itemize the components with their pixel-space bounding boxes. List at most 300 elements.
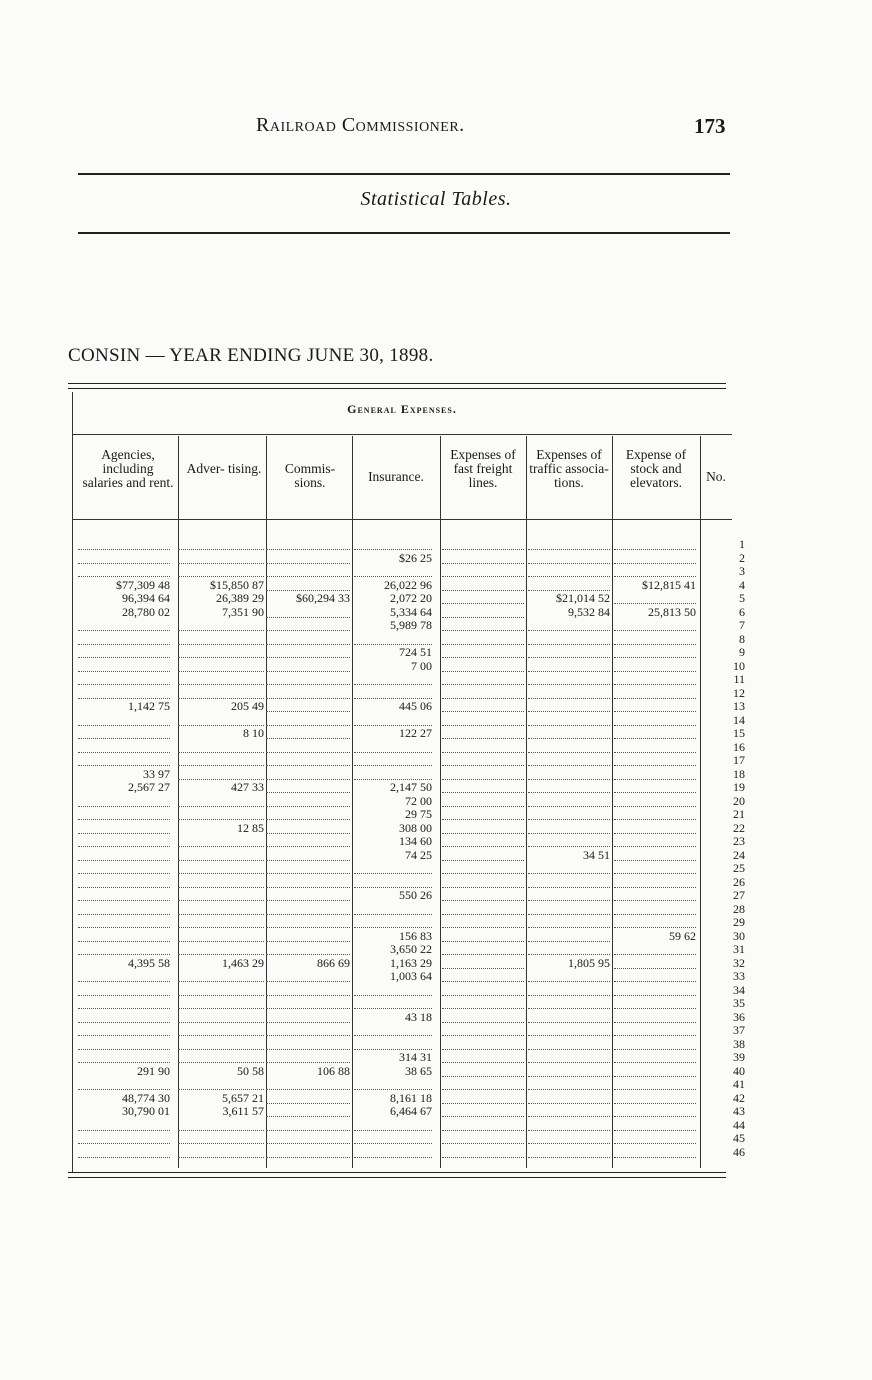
cell-advertising: 50 58 [237,1063,264,1078]
cell-fast-freight [442,538,524,550]
cell-stock [614,565,696,577]
cell-stock [614,835,696,847]
cell-insurance: 550 26 [399,888,432,902]
row-number: 29 [733,915,745,929]
cell-agencies [78,754,170,766]
cell-insurance [354,916,432,928]
cell-fast-freight [442,1146,524,1158]
cell-fast-freight [442,1119,524,1131]
cell-stock [614,822,696,834]
col-header-stock: Expense of stock and elevators. [625,447,687,490]
row-number: 23 [733,834,745,848]
cell-agencies [78,1024,170,1036]
cell-agencies [78,538,170,550]
cell-commissions [266,552,350,564]
cell-commissions [266,849,350,861]
cell-agencies [78,1132,170,1144]
row-number: 44 [733,1117,745,1132]
cell-advertising [178,997,264,1009]
cell-stock [614,687,696,699]
cell-traffic [528,673,610,685]
cell-commissions [266,835,350,847]
cell-traffic [528,1132,610,1144]
cell-fast-freight [442,1078,524,1090]
cell-insurance [354,1024,432,1036]
col-header-fast-freight: Expenses of fast freight lines. [450,447,516,490]
cell-traffic [528,862,610,874]
row-number: 3 [739,564,745,578]
cell-agencies: 30,790 01 [122,1104,170,1118]
cell-stock [614,781,696,793]
cell-traffic [528,1024,610,1036]
cell-commissions: $60,294 33 [296,591,350,605]
cell-advertising [178,1038,264,1050]
cell-advertising: 205 49 [231,699,264,713]
cell-stock [614,552,696,564]
cell-advertising [178,808,264,820]
cell-stock [614,741,696,753]
cell-fast-freight [442,565,524,577]
row-number: 26 [733,874,745,889]
cell-commissions [266,970,350,982]
cell-stock [614,970,696,982]
cell-advertising [178,1011,264,1023]
page-header [0,114,872,142]
cell-insurance [354,903,432,915]
cell-traffic [528,916,610,928]
cell-fast-freight [442,754,524,766]
cell-commissions [266,606,350,618]
cell-traffic [528,795,610,807]
cell-fast-freight [442,1011,524,1023]
column-divider [700,436,701,1168]
cell-stock [614,714,696,726]
cell-agencies [78,808,170,820]
cell-insurance [354,633,432,645]
cell-agencies [78,660,170,672]
cell-traffic: 9,532 84 [568,604,610,619]
cell-traffic [528,538,610,550]
column-divider [352,436,353,1168]
cell-insurance [354,565,432,577]
cell-insurance: 1,163 29 [390,955,432,970]
cell-insurance: 8,161 18 [390,1090,432,1105]
cell-agencies [78,565,170,577]
cell-agencies [78,1078,170,1090]
cell-advertising [178,970,264,982]
cell-stock: 25,813 50 [648,604,696,619]
cell-insurance [354,1132,432,1144]
cell-stock [614,903,696,915]
row-number: 35 [733,996,745,1010]
cell-traffic [528,808,610,820]
cell-insurance [354,768,432,780]
cell-stock [614,700,696,712]
row-number: 1 [739,537,745,551]
cell-agencies [78,903,170,915]
cell-advertising: 5,657 21 [222,1090,264,1105]
cell-advertising [178,1024,264,1036]
cell-stock [614,1038,696,1050]
cell-insurance [354,754,432,766]
row-number: 10 [733,658,745,673]
row-number: 9 [739,645,745,659]
cell-stock [614,1078,696,1090]
cell-commissions [266,1119,350,1131]
cell-traffic [528,835,610,847]
row-number: 20 [733,793,745,808]
col-header-advertising: Adver- tising. [186,461,262,476]
cell-advertising [178,1119,264,1131]
cell-insurance: $26 25 [399,550,432,565]
cell-stock [614,862,696,874]
cell-agencies [78,619,170,631]
cell-advertising [178,876,264,888]
cell-advertising [178,538,264,550]
cell-stock [614,808,696,820]
col-header-commissions: Commis- sions. [284,461,336,490]
cell-agencies: 33 97 [143,766,170,781]
cell-insurance [354,1038,432,1050]
cell-fast-freight [442,997,524,1009]
cell-advertising [178,1078,264,1090]
cell-insurance: 72 00 [405,793,432,808]
cell-fast-freight [442,903,524,915]
cell-insurance [354,1078,432,1090]
cell-traffic [528,1105,610,1117]
cell-agencies: 48,774 30 [122,1090,170,1105]
cell-fast-freight [442,687,524,699]
row-number: 40 [733,1063,745,1078]
cell-traffic [528,1078,610,1090]
cell-insurance: 6,464 67 [390,1104,432,1118]
cell-fast-freight [442,984,524,996]
cell-stock [614,916,696,928]
cell-commissions [266,1011,350,1023]
row-number: 32 [733,955,745,970]
cell-insurance: 724 51 [399,645,432,659]
cell-commissions [266,930,350,942]
cell-traffic: 34 51 [583,847,610,862]
cell-advertising [178,552,264,564]
cell-agencies [78,633,170,645]
cell-fast-freight [442,930,524,942]
cell-agencies: 28,780 02 [122,604,170,619]
cell-fast-freight [442,1038,524,1050]
row-number: 41 [733,1077,745,1091]
cell-fast-freight [442,916,524,928]
cell-insurance: 1,003 64 [390,969,432,983]
cell-advertising: 427 33 [231,780,264,794]
row-number: 5 [739,591,745,605]
row-number: 7 [739,618,745,632]
cell-commissions [266,916,350,928]
cell-insurance: 29 75 [405,807,432,821]
column-divider [612,436,613,1168]
cell-agencies [78,984,170,996]
cell-traffic [528,930,610,942]
cell-fast-freight [442,1024,524,1036]
cell-traffic [528,619,610,631]
cell-stock [614,754,696,766]
cell-commissions [266,822,350,834]
cell-advertising [178,660,264,672]
cell-commissions [266,727,350,739]
row-number: 37 [733,1023,745,1037]
cell-insurance [354,1146,432,1158]
cell-advertising [178,754,264,766]
cell-advertising [178,565,264,577]
cell-advertising [178,768,264,780]
row-number: 31 [733,942,745,956]
cell-insurance: 5,334 64 [390,604,432,619]
cell-insurance: 5,989 78 [390,618,432,632]
table-top-rule-2 [68,388,726,389]
cell-agencies [78,552,170,564]
cell-fast-freight [442,1105,524,1117]
row-number: 39 [733,1050,745,1064]
cell-advertising [178,795,264,807]
cell-agencies [78,916,170,928]
cell-commissions [266,903,350,915]
cell-traffic [528,1065,610,1077]
cell-traffic [528,943,610,955]
cell-traffic [528,876,610,888]
cell-traffic [528,727,610,739]
cell-commissions [266,768,350,780]
cell-fast-freight [442,660,524,672]
row-number: 36 [733,1009,745,1024]
row-number: 27 [733,888,745,902]
row-number: 16 [733,739,745,754]
cell-commissions: 866 69 [317,955,350,970]
cell-fast-freight [442,741,524,753]
cell-insurance [354,876,432,888]
cell-stock [614,633,696,645]
cell-commissions [266,984,350,996]
cell-traffic [528,741,610,753]
cell-insurance: 3,650 22 [390,942,432,956]
cell-commissions [266,687,350,699]
cell-stock [614,1011,696,1023]
cell-traffic [528,714,610,726]
cell-stock [614,889,696,901]
cell-stock [614,1105,696,1117]
cell-fast-freight [442,606,524,618]
row-number: 45 [733,1131,745,1145]
section-rule [72,434,732,435]
row-number: 34 [733,982,745,997]
cell-commissions [266,1038,350,1050]
row-number: 46 [733,1144,745,1159]
cell-insurance [354,714,432,726]
row-number: 33 [733,969,745,983]
cell-fast-freight [442,673,524,685]
cell-insurance [354,741,432,753]
cell-insurance: 2,147 50 [390,780,432,794]
cell-insurance [354,1119,432,1131]
cell-stock [614,1065,696,1077]
cell-traffic [528,687,610,699]
cell-fast-freight [442,889,524,901]
cell-advertising [178,889,264,901]
cell-advertising: 3,611 57 [222,1104,264,1118]
cell-fast-freight [442,795,524,807]
cell-commissions [266,1146,350,1158]
cell-traffic [528,1051,610,1063]
cell-fast-freight [442,876,524,888]
cell-stock [614,984,696,996]
cell-traffic [528,646,610,658]
cell-insurance: 74 25 [405,847,432,862]
cell-agencies [78,1146,170,1158]
cell-insurance: 2,072 20 [390,591,432,605]
cell-stock [614,1146,696,1158]
cell-traffic [528,970,610,982]
row-number: 13 [733,699,745,713]
cell-agencies [78,997,170,1009]
cell-insurance: 134 60 [399,834,432,848]
cell-advertising [178,916,264,928]
cell-agencies [78,835,170,847]
cell-advertising [178,930,264,942]
cell-commissions [266,876,350,888]
cell-agencies [78,1011,170,1023]
cell-traffic [528,565,610,577]
cell-stock [614,1119,696,1131]
cell-fast-freight [442,727,524,739]
row-number: 38 [733,1036,745,1051]
cell-agencies [78,970,170,982]
cell-insurance: 156 83 [399,928,432,943]
cell-stock [614,646,696,658]
cell-fast-freight [442,592,524,604]
cell-advertising: 8 10 [243,726,264,740]
cell-commissions [266,619,350,631]
cell-fast-freight [442,714,524,726]
cell-stock [614,1051,696,1063]
column-header-rule [72,519,732,520]
row-number: 21 [733,807,745,821]
col-header-traffic: Expenses of traffic associa- tions. [529,447,609,490]
col-header-agencies: Agencies, including salaries and rent. [82,447,174,490]
cell-stock [614,538,696,550]
cell-stock [614,619,696,631]
cell-advertising [178,673,264,685]
cell-advertising [178,849,264,861]
cell-commissions [266,1078,350,1090]
cell-fast-freight [442,835,524,847]
cell-agencies: 4,395 58 [128,955,170,970]
cell-commissions [266,889,350,901]
cell-stock [614,660,696,672]
cell-insurance [354,984,432,996]
row-number: 18 [733,766,745,781]
cell-insurance: 314 31 [399,1050,432,1064]
cell-fast-freight [442,646,524,658]
cell-fast-freight [442,781,524,793]
cell-commissions [266,1024,350,1036]
row-number: 43 [733,1104,745,1118]
section-heading: General Expenses. [347,402,457,416]
cell-commissions [266,633,350,645]
cell-agencies [78,822,170,834]
cell-fast-freight [442,808,524,820]
cell-insurance: 445 06 [399,699,432,713]
row-number: 8 [739,631,745,646]
cell-agencies [78,889,170,901]
cell-agencies [78,673,170,685]
cell-traffic [528,700,610,712]
cell-agencies [78,943,170,955]
cell-advertising: $15,850 87 [210,577,264,592]
row-number: 4 [739,577,745,592]
cell-stock [614,768,696,780]
cell-stock [614,795,696,807]
col-header-no: No. [706,469,726,484]
cell-stock [614,957,696,969]
cell-fast-freight [442,579,524,591]
cell-stock [614,943,696,955]
cell-stock [614,727,696,739]
cell-agencies [78,876,170,888]
cell-fast-freight [442,1065,524,1077]
row-number: 28 [733,901,745,916]
cell-agencies [78,741,170,753]
cell-fast-freight [442,970,524,982]
cell-insurance [354,997,432,1009]
cell-agencies [78,795,170,807]
cell-traffic [528,903,610,915]
cell-advertising: 26,389 29 [216,591,264,605]
cell-traffic: 1,805 95 [568,955,610,970]
cell-agencies [78,1119,170,1131]
column-divider [526,436,527,1168]
cell-fast-freight [442,849,524,861]
cell-traffic [528,1011,610,1023]
cell-insurance: 43 18 [405,1009,432,1024]
cell-traffic [528,1119,610,1131]
cell-advertising [178,862,264,874]
cell-stock [614,592,696,604]
cell-advertising [178,741,264,753]
cell-stock [614,849,696,861]
cell-stock [614,1024,696,1036]
cell-commissions [266,862,350,874]
cell-fast-freight [442,700,524,712]
cell-commissions [266,741,350,753]
cell-commissions [266,673,350,685]
cell-stock [614,673,696,685]
cell-advertising [178,943,264,955]
cell-advertising: 1,463 29 [222,955,264,970]
cell-commissions [266,714,350,726]
page-subtitle: Statistical Tables. [360,188,512,210]
row-number: 22 [733,820,745,835]
cell-commissions [266,943,350,955]
cell-advertising [178,1146,264,1158]
cell-traffic [528,1146,610,1158]
row-number: 17 [733,753,745,767]
cell-agencies [78,1051,170,1063]
cell-stock [614,1092,696,1104]
cell-advertising: 7,351 90 [222,604,264,619]
cell-advertising [178,646,264,658]
cell-advertising [178,687,264,699]
cell-commissions [266,700,350,712]
cell-commissions [266,538,350,550]
cell-fast-freight [442,822,524,834]
